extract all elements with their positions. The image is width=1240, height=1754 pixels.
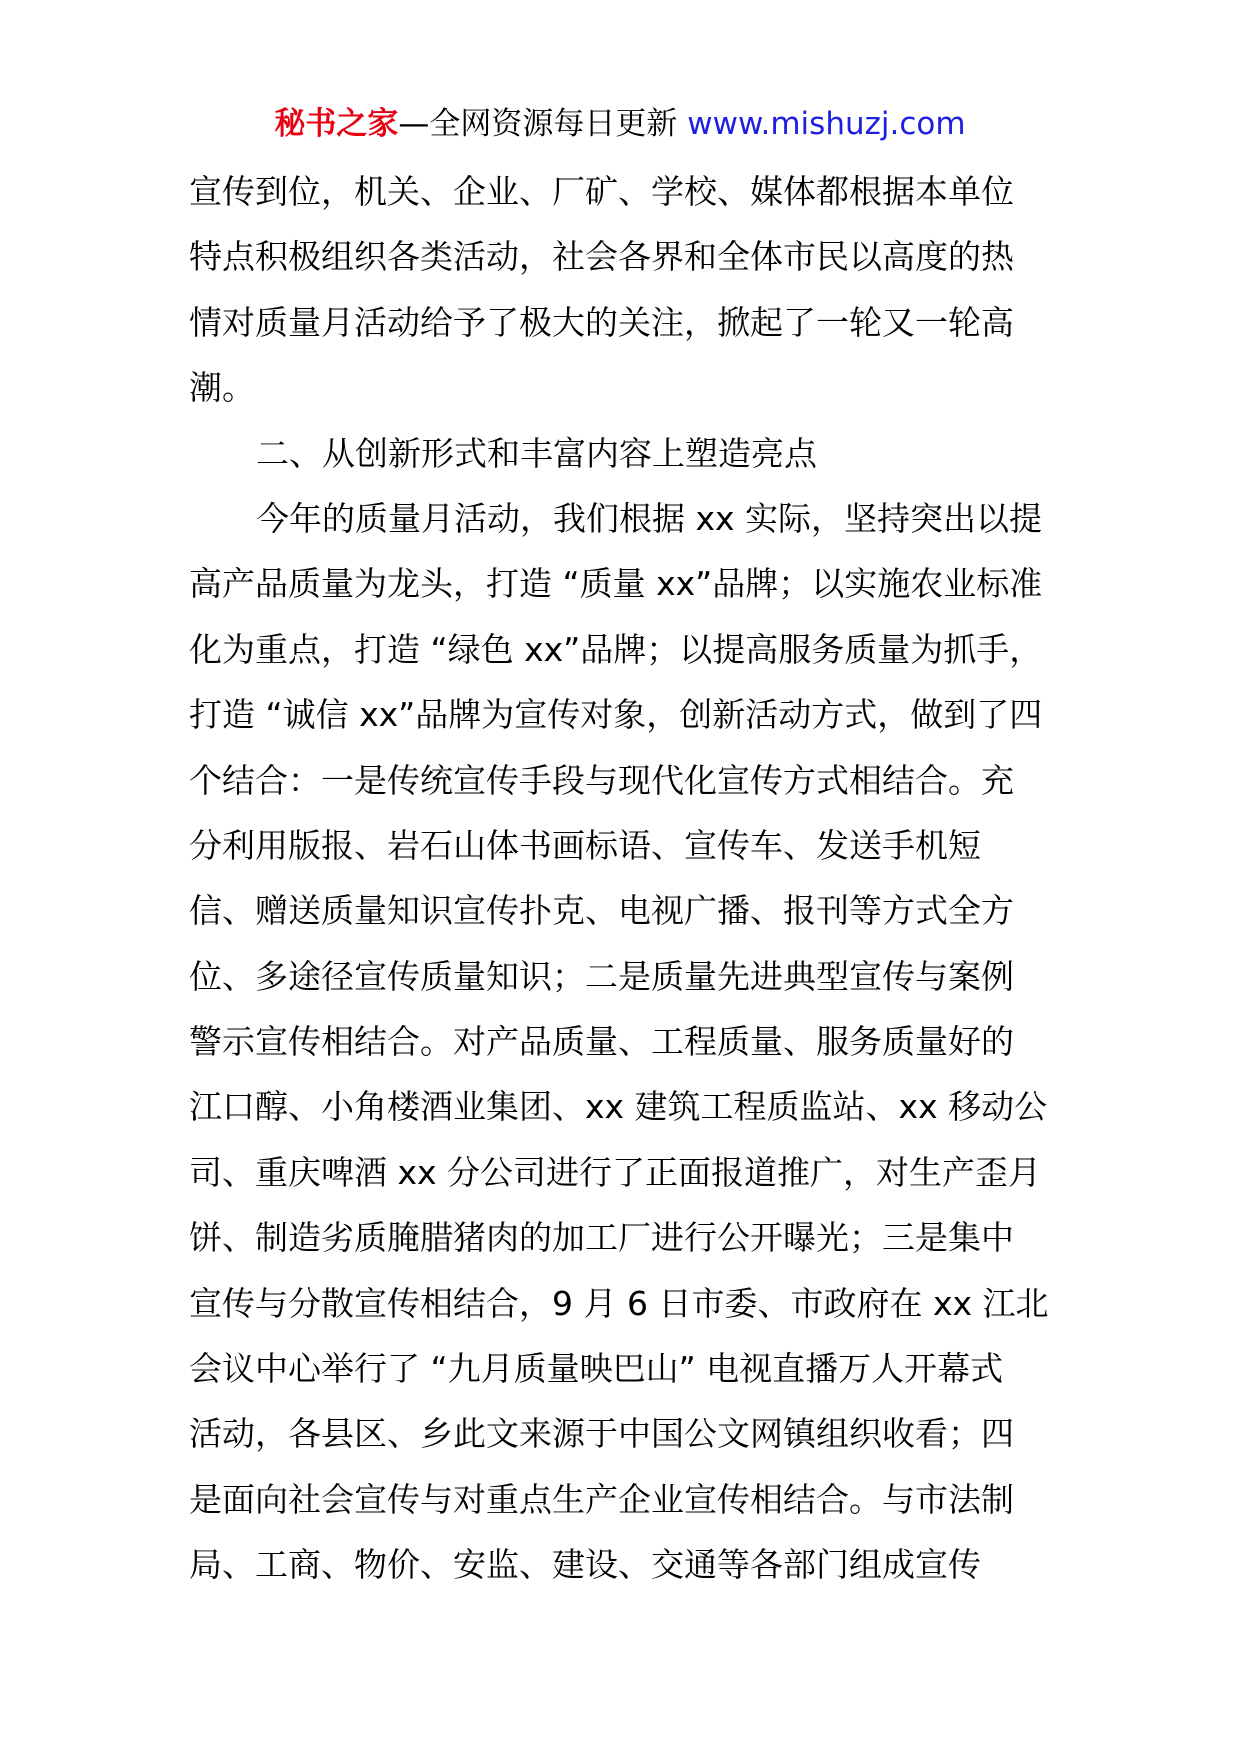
body-line: 情对质量月活动给予了极大的关注，掀起了一轮又一轮高: [189, 302, 1014, 342]
brand-name: 秘书之家: [274, 106, 399, 142]
body-line: 化为重点，打造 “绿色 xx”品牌；以提高服务质量为抓手，: [189, 629, 1043, 669]
body-line: 会议中心举行了 “九月质量映巴山” 电视直播万人开幕式: [189, 1349, 1004, 1389]
body-line: 局、工商、物价、安监、建设、交通等各部门组成宣传: [189, 1545, 981, 1585]
body-line: 特点积极组织各类活动，社会各界和全体市民以高度的热: [189, 237, 1014, 277]
header-tagline: —全网资源每日更新: [398, 106, 688, 142]
body-line: 活动，各县区、乡此文来源于中国公文网镇组织收看；四: [189, 1414, 1014, 1454]
body-line: 是面向社会宣传与对重点生产企业宣传相结合。与市法制: [189, 1479, 1014, 1519]
site-url-link[interactable]: www.mishuzj.com: [687, 106, 966, 142]
body-line: 今年的质量月活动，我们根据 xx 实际，坚持突出以提: [256, 498, 1043, 538]
page-header: [0, 102, 1240, 146]
body-line: 宣传到位，机关、企业、厂矿、学校、媒体都根据本单位: [189, 172, 1014, 211]
body-line: 潮。: [189, 368, 255, 408]
body-line: 高产品质量为龙头，打造 “质量 xx”品牌；以实施农业标准: [189, 564, 1043, 604]
body-line: 个结合：一是传统宣传手段与现代化宣传方式相结合。充: [189, 760, 1014, 800]
section-heading: 二、从创新形式和丰富内容上塑造亮点: [256, 433, 817, 473]
body-line: 宣传与分散宣传相结合，9 月 6 日市委、市政府在 xx 江北: [189, 1283, 1049, 1323]
body-line: 打造 “诚信 xx”品牌为宣传对象，创新活动方式，做到了四: [189, 695, 1043, 735]
body-line: 司、重庆啤酒 xx 分公司进行了正面报道推广，对生产歪月: [189, 1152, 1042, 1192]
document-body: [189, 159, 1189, 1598]
body-line: 信、赠送质量知识宣传扑克、电视广播、报刊等方式全方: [189, 891, 1014, 931]
body-line: 分利用版报、岩石山体书画标语、宣传车、发送手机短: [189, 825, 981, 865]
body-line: 位、多途径宣传质量知识；二是质量先进典型宣传与案例: [189, 956, 1014, 996]
body-line: 警示宣传相结合。对产品质量、工程质量、服务质量好的: [189, 1022, 1014, 1062]
body-line: 饼、制造劣质腌腊猪肉的加工厂进行公开曝光；三是集中: [189, 1218, 1014, 1258]
body-line: 江口醇、小角楼酒业集团、xx 建筑工程质监站、xx 移动公: [189, 1087, 1048, 1127]
